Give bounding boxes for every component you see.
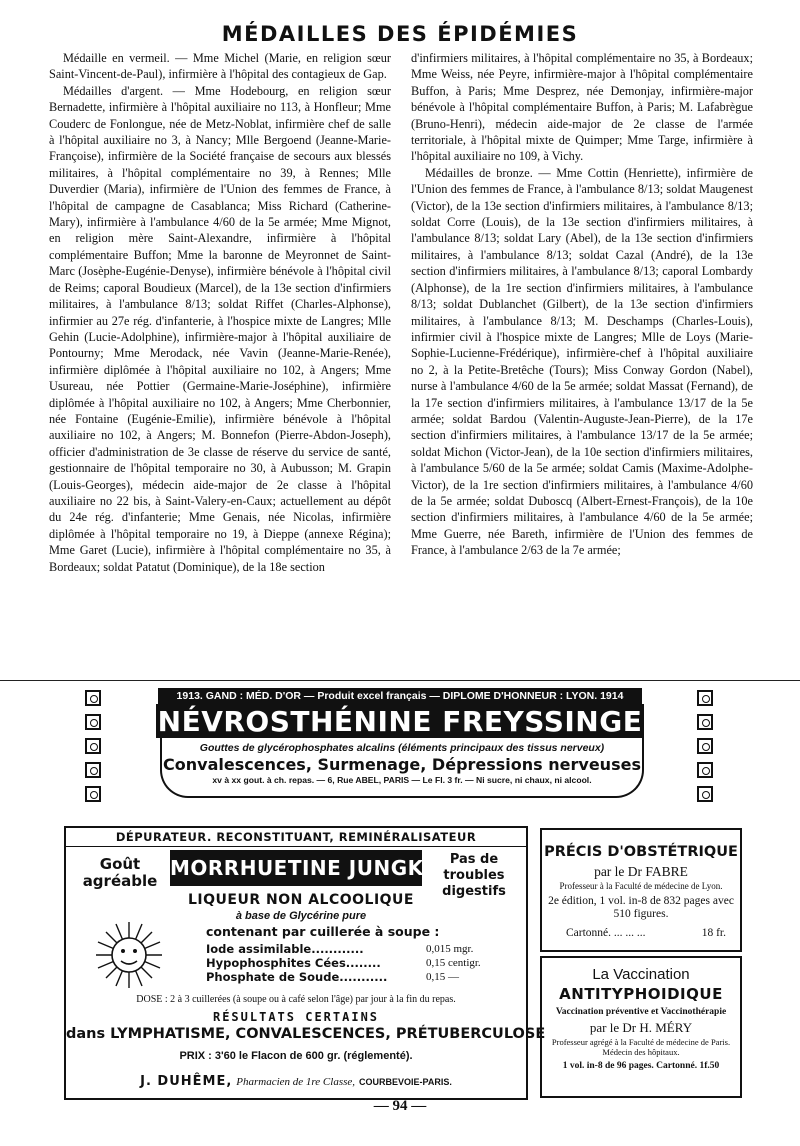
ad1-description: Gouttes de glycérophosphates alcalins (éléments principaux des tissus nerveux) — [199, 742, 605, 754]
ad2-results: RÉSULTATS CERTAINS — [212, 1010, 380, 1024]
ad1-indications: Convalescences, Surmenage, Dépressions nerveuses — [163, 755, 641, 774]
ad2-right-text: Pas de troubles digestifs — [442, 852, 506, 899]
maker-title: Pharmacien de 1re Classe, — [236, 1076, 356, 1088]
paragraph-vermeil: Médaille en vermeil. — Mme Michel (Marie, en religion sœur Saint-Vincent-de-Paul), infirmière à l'hôpital des contagieux de Gap. — [49, 51, 391, 82]
ad2-price: PRIX : 3'60 le Flacon de 600 gr. (réglementé). — [179, 1050, 413, 1062]
ad4-author-title: Professeur agrégé à la Faculté de médecine de Paris. Médecin des hôpitaux. — [551, 1037, 731, 1057]
ad2-dose: DOSE : 2 à 3 cuillerées (à soupe ou à café selon l'âge) par jour à la fin du repas. — [136, 994, 456, 1005]
ad4-brand: ANTITYPHOIDIQUE — [559, 985, 723, 1003]
ad3-price-line — [542, 927, 740, 939]
ad1-box — [160, 738, 644, 798]
ad3-title: PRÉCIS D'OBSTÉTRIQUE — [544, 844, 738, 860]
ad2-maker — [66, 1072, 526, 1090]
ingredient-qty: 0,015 mgr. — [426, 943, 474, 955]
ad-vaccination — [540, 956, 742, 1098]
paragraph-argent-cont: d'infirmiers militaires, à l'hôpital complémentaire no 35, à Bordeaux; Mme Weiss, née Peyre, infirmière-major à l'hôpital complémentaire Buffon, à Paris; Mme Desprez, née Demonjay, infirmière-major bénévole à l'hôpital complémentaire Buffon, à Paris; M. Lafabrègue (Bruno-Henri), médecin aide-major de 2e classe de l'armée territoriale, à l'hôpital mixte de Quimper; Mme Targe, infirmière à l'hôpital auxiliaire no 109, à Vichy. — [411, 51, 753, 164]
ingredient-name: Hypophosphites Cées........ — [206, 956, 381, 970]
ad1-banner: 1913. GAND : MÉD. D'OR — Produit excel français — DIPLOME D'HONNEUR : LYON. 1914 — [158, 688, 642, 704]
ingredient-row — [206, 970, 506, 984]
ad3-author-title: Professeur à la Faculté de médecine de Lyon. — [559, 881, 723, 891]
page-title: MÉDAILLES DES ÉPIDÉMIES — [221, 22, 579, 46]
ad-nevrosthenine — [80, 688, 720, 806]
ad4-author: par le Dr H. MÉRY — [589, 1020, 693, 1035]
ad2-brand: MORRHUETINE JUNGKEN — [170, 850, 422, 886]
ad1-dosage: xv à xx gout. à ch. repas. — 6, Rue ABEL, PARIS — Le Fl. 3 fr. — Ni sucre, ni chaux, ni alcool. — [212, 775, 592, 785]
ad2-banner: DÉPURATEUR. RECONSTITUANT, REMINÉRALISATEUR — [66, 828, 526, 847]
ingredient-qty: 0,15 centigr. — [426, 957, 481, 969]
ad3-price: 18 fr. — [701, 927, 726, 939]
ingredient-row — [206, 942, 506, 956]
ad4-volume: 1 vol. in-8 de 96 pages. Cartonné. 1f.50 — [562, 1061, 720, 1071]
ingredient-qty: 0,15 — — [426, 971, 459, 983]
ad2-indications: dans LYMPHATISME, CONVALESCENCES, PRÉTUBERCULOSE — [66, 1026, 546, 1042]
ad2-ingredients — [206, 942, 506, 984]
ad2-left-text: Goût agréable — [82, 855, 158, 890]
paragraph-argent: Médailles d'argent. — Mme Hodebourg, en religion sœur Bernadette, infirmière à l'hôpital auxiliaire no 113, à Honfleur; Mme Couderc de Fonlongue, née de Metz-Noblat, infirmière chef de salle à l'hôpital auxiliaire no 3, à Nancy; Mlle Bergoend (Jeanne-Marie-Françoise), infirmière de la Société française de secours aux blessés militaires, à l'hôpital complémentaire no 39, à Rennes; Mlle Duverdier (Maria), infirmière de l'Union des femmes de France, à l'hôpital de campagne de Casablanca; Miss Richard (Catherine-Mary), infirmière à l'ambulance 4/60 de la 5e armée; Mme Mignot, en religion mère Saint-Alexandre, infirmière à l'hôpital complémentaire Buffon; Mme la baronne de Meyronnet de Saint-Marc (Josèphe-Eugénie-Denyse), infirmière bénévole à l'hôpital civil de Reims; caporal Boudieux (Marcel), de la 13e section d'infirmiers militaires, à l'ambulance 8/13; soldat Riffet (Charles-Alphonse), infirmier au 27e rég. d'infanterie, à l'hospice mixte de Langres; Mlle Gehin (Lucie-Adolphine), infirmière-major à l'hôpital auxiliaire de Pontourny; Mme Merodack, née Vavin (Jeanne-Marie-Renée), infirmière diplômée à l'hôpital auxiliaire no 102, à Angers; Mme Usureau, née Pottier (Germaine-Marie-Joséphine), infirmière diplômée à l'hôpital auxiliaire no 102, à Angers; Mme Cherbonnier, née Fontaine (Eugénie-Emilie), infirmière bénévole à l'hôpital auxiliaire no 102, à Angers; M. Bonnefon (Pierre-Abdon-Joseph), officier d'administration de 3e classe de réserve du service de santé, gestionnaire de l'hôpital temporaire no 30, à Aubusson; M. Grapin (Louis-Georges), médecin aide-major de 2e classe à l'hôpital auxiliaire no 22 bis, à Saint-Valery-en-Caux; actuellement au dépôt du 24e rég. d'infanterie; Mme Genais, née Nicolas, infirmière diplômée à l'hôpital temporaire no 19, à Dieppe (annexe Régina); Mme Garet (Lucie), infirmière à l'hôpital complémentaire no 35, à Bordeaux; soldat Patatut (Dominique), de la 18e section — [49, 83, 391, 574]
ad3-author: par le Dr FABRE — [594, 864, 688, 879]
ad2-headline: LIQUEUR NON ALCOOLIQUE — [188, 892, 414, 908]
ad3-edition: 2e édition, 1 vol. in-8 de 832 pages avec 510 figures. — [548, 895, 734, 920]
ingredient-name: Iode assimilable............ — [206, 942, 364, 956]
left-column — [49, 50, 391, 575]
ingredient-name: Phosphate de Soude........... — [206, 970, 388, 984]
right-column — [411, 50, 753, 559]
maker-city: COURBEVOIE-PARIS. — [359, 1077, 452, 1087]
ad2-contains: contenant par cuillerée à soupe : — [206, 924, 440, 939]
page-number: — 94 — — [373, 1098, 427, 1114]
ad1-brand: NÉVROSTHÉNINE FREYSSINGE — [157, 705, 643, 738]
sun-icon — [94, 920, 164, 990]
maker-name: J. DUHÊME, — [140, 1074, 233, 1089]
ad4-subtitle: Vaccination préventive et Vaccinothérapie — [555, 1007, 727, 1017]
ad3-binding: Cartonné. ... ... ... — [566, 927, 646, 939]
ad4-title: La Vaccination — [592, 966, 690, 983]
paragraph-bronze: Médailles de bronze. — Mme Cottin (Henriette), infirmière de l'Union des femmes de France, à l'ambulance 8/13; soldat Maugenest (Victor), de la 13e section d'infirmiers militaires, à l'ambulance 8/13; soldat Corre (Louis), de la 13e section d'infirmiers militaires, à l'ambulance 8/13; soldat Lary (Abel), de la 13e section d'infirmiers militaires, à l'ambulance 8/13; soldat Cazal (André), de la 13e section d'infirmiers militaires, à l'ambulance 8/13; caporal Lombardy (Alphonse), de la 1re section d'infirmiers militaires, à l'ambulance 8/13; soldat Dublanchet (Gilbert), de la 13e section d'infirmiers militaires, à l'ambulance 8/13; M. Deschamps (Charles-Louis), infirmier civil à l'hospice mixte de Langres; Mlle de Loys (Marie-Sophie-Lucienne-Frédérique), infirmière-chef à l'hôpital auxiliaire no 2, à la Petite-Bretêche (Tours); Miss Conway Gordon (Nabel), nurse à l'ambulance 4/60 de la 5e armée; soldat Massat (Fernand), de la 17e section d'infirmiers militaires, à l'ambulance 13/17 de la 5e armée; soldat Bardou (Valentin-Auguste-Jean-Pierre), de la 17e section d'infirmiers militaires, à l'ambulance 13/17 de la 5e armée; soldat Michon (Victor-Jean), de la 10e section d'infirmiers militaires, à l'ambulance 5/60 de la 5e armée; soldat Camis (Maxime-Adolphe-Victor), de la 1re section d'infirmiers militaires, à l'ambulance 4/60 de la 5e armée; soldat Duboscq (Albert-Ernest-François), de la 10e section d'infirmiers militaires, à l'ambulance 4/60 de la 5e armée; Mme Guerre, née Bareth, infirmière de l'Union des femmes de France, à l'ambulance 2/63 de la 7e armée; — [411, 165, 753, 558]
ad-precis-obstetrique — [540, 828, 742, 952]
section-divider — [0, 680, 800, 681]
ingredient-row — [206, 956, 506, 970]
ad2-subheadline: à base de Glycérine pure — [235, 910, 367, 922]
ad-morrhuetine — [64, 826, 546, 1100]
